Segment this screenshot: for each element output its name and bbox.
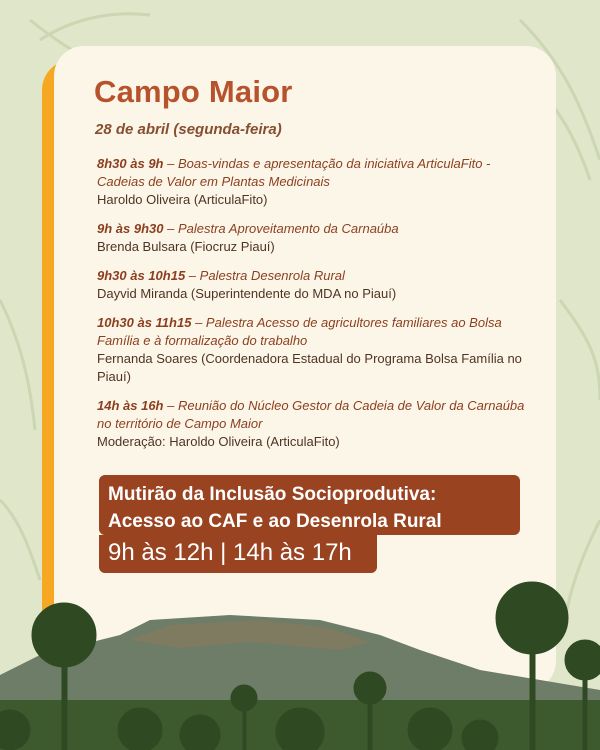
agenda-item: 8h30 às 9h – Boas-vindas e apresentação da iniciativa ArticulaFito - Cadeias de Valor em Plantas Medicinais Haroldo Oliveira (ArticulaFito) [97, 155, 537, 209]
agenda-title: Palestra Aproveitamento da Carnaúba [177, 221, 399, 236]
agenda-time: 14h às 16h [97, 398, 164, 413]
agenda-list [97, 155, 537, 462]
agenda-item: 10h30 às 11h15 – Palestra Acesso de agricultores familiares ao Bolsa Família e à formalização do trabalho Fernanda Soares (Coordenadora Estadual do Programa Bolsa Família no Piauí) [97, 314, 537, 386]
agenda-title: Reunião do Núcleo Gestor da Cadeia de Valor da Carnaúba no território de Campo Maior [97, 398, 525, 431]
agenda-time: 10h30 às 11h15 [97, 315, 192, 330]
agenda-item: 14h às 16h – Reunião do Núcleo Gestor da Cadeia de Valor da Carnaúba no território de Campo Maior Moderação: Haroldo Oliveira (ArticulaFito) [97, 397, 537, 451]
agenda-item: 9h30 às 10h15 – Palestra Desenrola Rural Dayvid Miranda (Superintendente do MDA no Piauí) [97, 267, 537, 303]
highlight-hours: 9h às 12h | 14h às 17h [99, 535, 377, 573]
agenda-speaker: Fernanda Soares (Coordenadora Estadual do Programa Bolsa Família no Piauí) [97, 351, 522, 384]
agenda-title: Palestra Desenrola Rural [199, 268, 345, 283]
agenda-time: 9h às 9h30 [97, 221, 164, 236]
agenda-speaker: Dayvid Miranda (Superintendente do MDA no Piauí) [97, 286, 397, 301]
highlight-banner [99, 475, 520, 535]
highlight-subtitle: Acesso ao CAF e ao Desenrola Rural [108, 511, 442, 532]
event-date: 28 de abril (segunda-feira) [95, 121, 282, 138]
page-title: Campo Maior [94, 74, 293, 109]
agenda-speaker: Haroldo Oliveira (ArticulaFito) [97, 192, 268, 207]
agenda-speaker: Moderação: Haroldo Oliveira (ArticulaFito) [97, 434, 340, 449]
landscape-scene [0, 580, 600, 750]
highlight-title: Mutirão da Inclusão Socioprodutiva: [108, 484, 437, 505]
agenda-time: 8h30 às 9h [97, 156, 164, 171]
agenda-time: 9h30 às 10h15 [97, 268, 186, 283]
agenda-title: Boas-vindas e apresentação da iniciativa ArticulaFito - Cadeias de Valor em Plantas Medicinais [97, 156, 491, 189]
agenda-speaker: Brenda Bulsara (Fiocruz Piauí) [97, 239, 275, 254]
agenda-title: Palestra Acesso de agricultores familiares ao Bolsa Família e à formalização do trabalho [97, 315, 502, 348]
agenda-item: 9h às 9h30 – Palestra Aproveitamento da Carnaúba Brenda Bulsara (Fiocruz Piauí) [97, 220, 537, 256]
